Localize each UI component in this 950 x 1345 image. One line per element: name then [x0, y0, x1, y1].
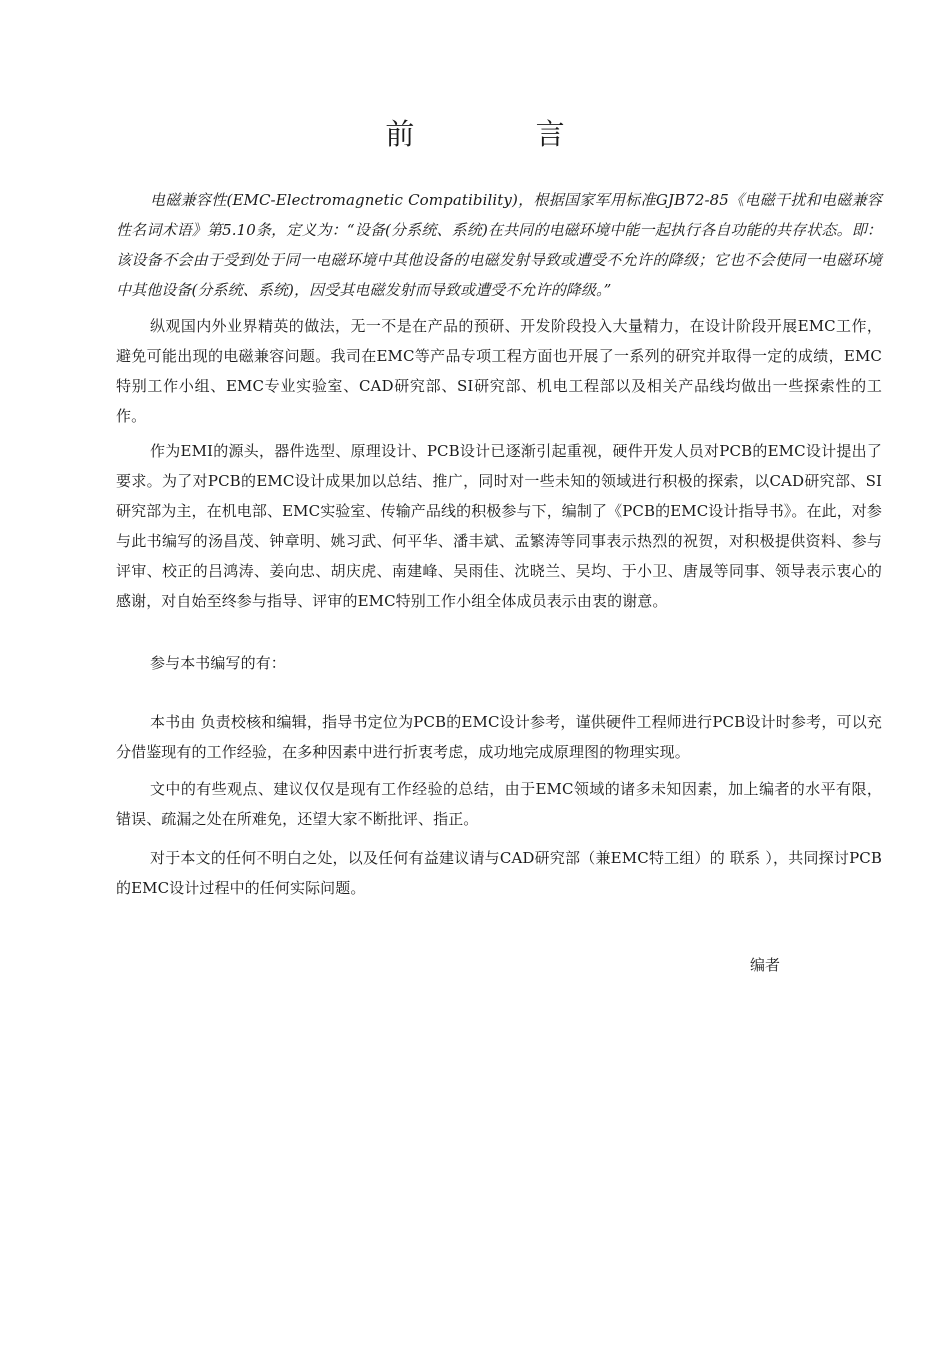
book-purpose-paragraph: 本书由 负责校核和编辑，指导书定位为PCB的EMC设计参考，谨供硬件工程师进行PCB设计时参考，可以充分借鉴现有的工作经验，在多种因素中进行折衷考虑，成功地完成原理图的物理实现。	[116, 713, 882, 761]
disclaimer-paragraph: 文中的有些观点、建议仅仅是现有工作经验的总结，由于EMC领域的诸多未知因素，加上编者的水平有限，错误、疏漏之处在所难免，还望大家不断批评、指正。	[116, 780, 882, 828]
contact-paragraph: 对于本文的任何不明白之处，以及任何有益建议请与CAD研究部（兼EMC特工组）的 联系 ），共同探讨PCB的EMC设计过程中的任何实际问题。	[116, 849, 882, 897]
contributors-paragraph: 参与本书编写的有：	[150, 654, 286, 672]
acknowledgement-paragraph: 作为EMI的源头，器件选型、原理设计、PCB设计已逐渐引起重视，硬件开发人员对PCB的EMC设计提出了要求。为了对PCB的EMC设计成果加以总结、推广，同时对一些未知的领域进行积极的探索，以CAD研究部、SI研究部为主，在机电部、EMC实验室、传输产品线的积极参与下，编制了《PCB的EMC设计指导书》。在此，对参与此书编写的汤昌茂、钟章明、姚习武、何平华、潘丰斌、孟繁涛等同事表示热烈的祝贺，对积极提供资料、参与评审、校正的吕鸿涛、姜向忠、胡庆虎、南建峰、吴雨佳、沈晓兰、吴均、于小卫、唐晟等同事、领导表示衷心的感谢，对自始至终参与指导、评审的EMC特别工作小组全体成员表示由衷的谢意。	[116, 442, 882, 610]
page-title: 前 言	[385, 117, 621, 151]
industry-practice-paragraph: 纵观国内外业界精英的做法，无一不是在产品的预研、开发阶段投入大量精力，在设计阶段开展EMC工作，避免可能出现的电磁兼容问题。我司在EMC等产品专项工程方面也开展了一系列的研究并取得一定的成绩，EMC特别工作小组、EMC专业实验室、CAD研究部、SI研究部、机电工程部以及相关产品线均做出一些探索性的工作。	[116, 317, 882, 425]
signature: 编者	[750, 956, 781, 974]
emc-definition-paragraph: 电磁兼容性(EMC-Electromagnetic Compatibility)，根据国家军用标准GJB72-85《电磁干扰和电磁兼容性名词术语》第5.10条，定义为：“设备(分系统、系统)在共同的电磁环境中能一起执行各自功能的共存状态。即：该设备不会由于受到处于同一电磁环境中其他设备的电磁发射导致或遭受不允许的降级；它也不会使同一电磁环境中其他设备(分系统、系统)，因受其电磁发射而导致或遭受不允许的降级。”	[116, 191, 882, 299]
